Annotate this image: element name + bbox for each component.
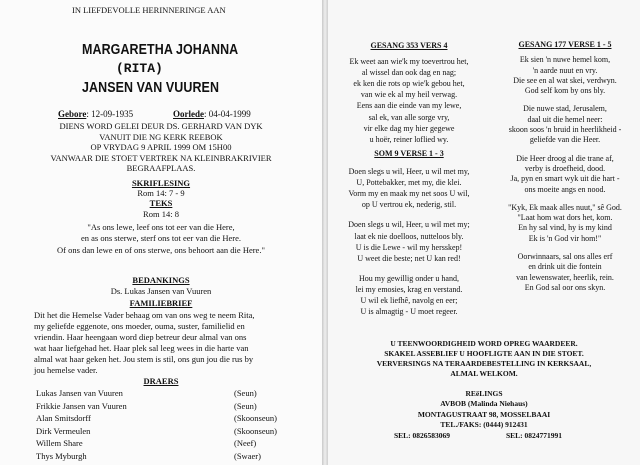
deceased-nickname: (RITA): [116, 61, 163, 76]
notice-line: VERVERSINGS NA TERAARDEBESTELLING IN KERKSAAL,: [376, 359, 592, 368]
service-line: BEGRAAFPLAAS.: [126, 163, 196, 174]
death-info: [173, 109, 251, 120]
text-title: TEKS: [149, 198, 173, 209]
hymn-line: van wie ek al my heil verwag.: [360, 90, 458, 100]
bearer-relation: (Swaer): [234, 451, 261, 461]
deceased-name-line1: MARGARETHA JOHANNA: [82, 42, 239, 58]
hymn-line: al wissel dan ook dag en nag;: [361, 68, 457, 78]
service-line: VANWAAR DIE STOET VERTREK NA KLEINBRAKRIVIER: [50, 152, 272, 163]
text-quote-line: Of ons dan lewe en of ons sterwe, ons behoort aan die Here.": [57, 244, 265, 255]
hymn-line: skoon soos 'n bruid in heerlikheid -: [508, 125, 622, 135]
cell-number-1: SEL: 0826583069: [394, 431, 451, 440]
hymn-line: Die nuwe stad, Jerusalem,: [523, 104, 607, 114]
hymn-177: [490, 40, 640, 293]
bearer-name: Thys Myburgh: [36, 451, 87, 461]
text-quote-line: en as ons sterwe, sterf ons tot eer van die Here.: [80, 233, 242, 244]
service-line: OP VRYDAG 9 APRIL 1999 OM 15H00: [90, 142, 232, 153]
hymn-line: God self kom by ons bly.: [524, 86, 606, 96]
hymn-line: daal uit die hemel neer:: [527, 114, 603, 124]
letter-line: my geliefde eggenote, ons moeder, ouma, suster, familielid en: [34, 321, 245, 332]
scripture-section: [0, 178, 322, 256]
family-letter: [34, 310, 255, 377]
arrangements-title: REëLINGS: [465, 389, 503, 398]
letter-line: Dit het die Hemelse Vader behaag om van ons weg te neem Rita,: [34, 310, 255, 320]
notice-line: U TEENWOORDIGHEID WORD OPREG WAARDEER.: [390, 339, 578, 348]
hymn-line: vir elke dag my hier gegewe: [363, 123, 455, 133]
bearer-relation: (Seun): [234, 388, 257, 398]
reading-title: SKRIFLESING: [131, 178, 191, 188]
bearer-name: Alan Smitsdorff: [36, 413, 91, 424]
born-date: : 12-09-1935: [86, 109, 134, 119]
hymn-line: "Kyk, Ek maak alles nuut," sê God.: [508, 202, 622, 212]
hymn-line: verby is droefheid, dood.: [524, 163, 606, 173]
letter-line: jou hemelse vader.: [34, 365, 98, 376]
hymn-line: Ek weet aan wie'k my toevertrou het,: [349, 57, 469, 67]
thanks-text: Ds. Lukas Jansen van Vuuren: [110, 285, 212, 296]
hymn-line: Ek is 'n God vir hom!": [528, 233, 602, 243]
reading-ref: Rom 14: 7 - 9: [137, 188, 185, 199]
song-line: U, Pottebakker, met my, die klei.: [356, 178, 462, 188]
service-line: DIENS WORD GELEI DEUR DS. GERHARD VAN DYK: [59, 121, 263, 131]
hymn-line: u hoër, reiner loflied wy.: [369, 134, 449, 144]
song-line: U weet die beste; net U kan red!: [357, 253, 461, 263]
hymn-353: [328, 40, 490, 145]
song-line: op U vertrou ek, nederig, stil.: [361, 200, 457, 210]
hymn-line: Die Heer droog al die trane af,: [516, 153, 614, 163]
hymn-line: sal ek, van alle sorge vry,: [368, 112, 450, 122]
bearer-relation: (Seun): [234, 400, 257, 411]
arrangements-line: AVBOB (Malinda Niehaus): [440, 399, 528, 409]
hymn-line: Die see en al wat skei, verdwyn.: [513, 75, 617, 85]
song-title: SOM 9 VERSE 1 - 3: [374, 149, 444, 158]
died-label: Oorlede: [173, 109, 204, 119]
letter-line: almal wat haar geken het. Jou stem is stil, ons gun jou die rus by: [34, 354, 254, 365]
song-line: lei my emosies, krag en verstand.: [355, 284, 463, 294]
attendance-notice: [328, 339, 640, 379]
song-line: U wil ek liefhê, navolg en eer;: [360, 296, 458, 306]
deceased-name-line2: JANSEN VAN VUUREN: [82, 80, 220, 96]
hymn-line: ons moeite angs en nood.: [524, 184, 606, 194]
song-line: Doen slegs u wil, Heer, u wil met my,: [348, 167, 470, 177]
text-ref: Rom 14: 8: [143, 208, 179, 219]
hymn-line: ek ken die rots op wie'k gebou het,: [353, 79, 465, 89]
hymn-line: Eens aan die einde van my lewe,: [356, 101, 462, 111]
arrangements-line: MONTAGUSTRAAT 98, MOSSELBAAI: [417, 409, 551, 419]
song-line: U is die Lewe - wil my hersskep!: [355, 242, 463, 252]
song-line: U is almagtig - U moet regeer.: [360, 307, 458, 317]
service-details: [0, 121, 322, 174]
hymn-line: En God sal oor ons skyn.: [524, 282, 606, 292]
letter-line: vriendin. Haar heengaan word diep betreur deur almal van ons: [34, 332, 247, 343]
song-9: [328, 148, 490, 317]
song-line: laat ek nie doelloos, nutteloos bly.: [354, 231, 464, 241]
died-date: : 04-04-1999: [204, 109, 251, 119]
letter-line: wat haar liefgehad het. Haar plek sal leeg wees in die harte van: [34, 343, 249, 354]
thanks-title: BEDANKINGS: [132, 275, 190, 285]
born-label: Gebore: [58, 109, 87, 119]
bearers-title: DRAERS: [143, 376, 179, 386]
hymn-line: Oorwinnaars, sal ons alles erf: [517, 252, 613, 262]
birth-info: [58, 109, 133, 120]
hymn-line: Ek sien 'n nuwe hemel kom,: [519, 55, 611, 65]
thanks-section: [0, 275, 322, 297]
hymn-line: "Laat hom wat dors het, kom.: [517, 213, 613, 223]
hymn1-title: GESANG 353 VERS 4: [370, 41, 448, 50]
bearer-name: Willem Share: [36, 438, 83, 449]
hymn-line: van lewenswater, heerlik, rein.: [516, 272, 614, 282]
song-line: Doen slegs u wil, Heer, u wil met my;: [348, 220, 470, 230]
text-quote-line: "As ons lewe, leef ons tot eer van die Here,: [87, 221, 235, 232]
hymn-line: en drink uit die fontein: [528, 262, 602, 272]
bearer-relation: (Skoonseun): [234, 425, 277, 436]
arrangements-line: TEL./FAKS: (0444) 912431: [440, 420, 528, 430]
bearer-name: Lukas Jansen van Vuuren: [36, 388, 123, 398]
hymn-line: Ja, pyn en smart wyk uit die hart -: [510, 174, 620, 184]
notice-line: SKAKEL ASSEBLIEF U HOOFLIGTE AAN IN DIE STOET.: [384, 349, 584, 358]
bearer-name: Frikkie Jansen van Vuuren: [36, 400, 127, 411]
memorial-header: IN LIEFDEVOLLE HERINNERINGE AAN: [72, 5, 226, 15]
letter-title: FAMILIEBRIEF: [129, 298, 193, 308]
service-line: VANUIT DIE NG KERK REEBOK: [99, 131, 223, 142]
song-line: Hou my gewillig onder u hand,: [359, 273, 459, 283]
song-line: Vorm my en maak my net soos U wil,: [348, 189, 470, 199]
hymn-line: En hy sal vind, hy is my kind: [518, 223, 612, 233]
arrangements: [328, 389, 640, 431]
hymn-line: 'n aarde nuut en vry.: [532, 65, 598, 75]
hymn2-title: GESANG 177 VERSE 1 - 5: [518, 40, 612, 49]
notice-line: ALMAL WELKOM.: [450, 369, 518, 378]
bearer-relation: (Neef): [234, 438, 257, 449]
hymn-line: geliefde van die Heer.: [529, 135, 601, 145]
bearer-name: Dirk Vermeulen: [36, 425, 91, 436]
bearer-relation: (Skoonseun): [234, 413, 277, 424]
cell-number-2: SEL: 0824771991: [506, 431, 563, 440]
right-page: [328, 0, 640, 465]
